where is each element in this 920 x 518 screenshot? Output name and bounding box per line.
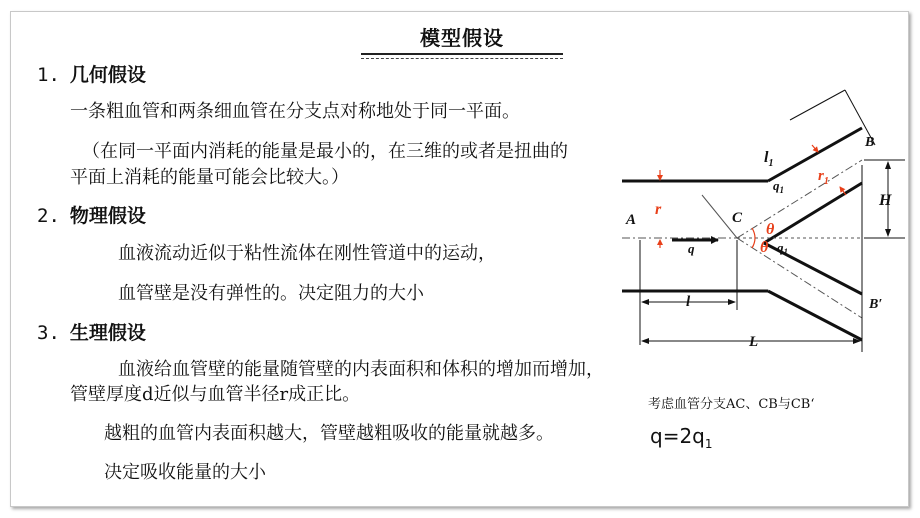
label-l: l [686,294,691,310]
label-q1-top: $q_1$ [773,178,784,195]
physics-text-line1: 血液流动近似于粘性流体在刚性管道中的运动， [118,243,496,264]
geometry-text: 一条粗血管和两条细血管在分支点对称地处于同一平面。 [70,101,520,122]
slide-title: 模型假设 [420,26,504,50]
label-theta-top: θ [766,221,775,238]
label-r: r [655,201,662,218]
label-L: L [749,334,759,350]
physiology-text-line4: 决定吸收能量的大小 [104,462,266,483]
flow-formula: $q=2q_1$ [650,424,713,451]
physiology-text-line2: 管壁厚度d近似与血管半径r成正比。 [70,384,361,405]
physiology-text-line3: 越粗的血管内表面积越大，管壁越粗吸收的能量就越多。 [104,423,554,444]
physiology-text-line1: 血液给血管壁的能量随管壁的内表面积和体积的增加而增加， [118,359,604,380]
label-q1-bottom: $q_1$ [777,240,788,257]
label-l1: $l_1$ [764,149,774,169]
label-A: A [626,212,637,228]
section-heading-physics: 2. 物理假设 [37,205,146,227]
physics-text-line2: 血管壁是没有弹性的。决定阻力的大小 [118,283,424,304]
label-theta-bottom: θ [760,239,769,256]
label-H: H [879,192,892,209]
section-heading-geometry: 1. 几何假设 [37,64,146,86]
radius-markers [660,145,846,248]
label-B-prime: B′ [869,297,883,312]
label-r1: $r_1$ [818,168,829,187]
vessel-walls [622,128,862,340]
side-note: 考虑血管分支AC、CB与CB‘ [648,397,815,412]
section-heading-physiology: 3. 生理假设 [37,322,146,344]
geometry-note-line1: （在同一平面内消耗的能量是最小的，在三维的或者是扭曲的 [82,141,568,162]
label-C: C [732,210,743,226]
label-B: B [865,135,875,150]
geometry-note-line2: 平面上消耗的能量可能会比较大。） [70,167,349,188]
label-q: q [688,241,695,256]
